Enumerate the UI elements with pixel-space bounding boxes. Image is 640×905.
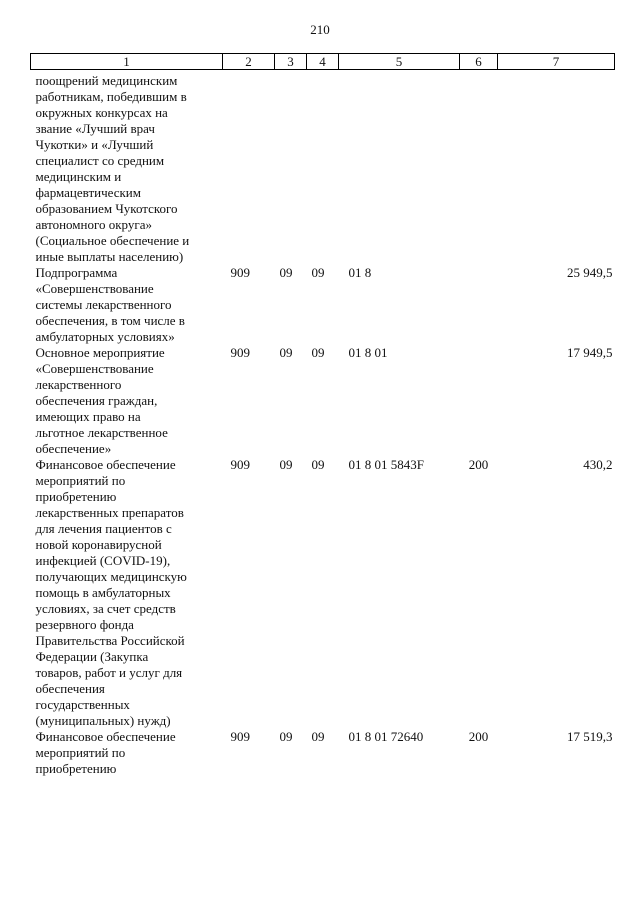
header-col-7: 7 [498,54,615,70]
header-row [31,54,615,70]
table-row [31,457,615,729]
row-expense-type: 200 [468,457,489,472]
table-header [31,54,615,70]
row-amount: 430,2 [583,457,613,472]
row-target-code [339,70,460,266]
row-subsection-code: 09 [311,729,325,744]
table-row [31,729,615,777]
table-row [31,70,615,266]
row-description: Финансовое обеспечение мероприятий по приобретению [35,729,176,776]
row-subsection-code: 09 [311,265,325,280]
row-amount: 25 949,5 [567,265,613,280]
row-ministry-code: 909 [230,457,250,472]
row-section-code: 09 [279,729,293,744]
table-body [31,70,615,778]
row-section-code: 09 [279,345,293,360]
row-expense-type [460,265,498,345]
row-amount: 17 949,5 [567,345,613,360]
row-target-code: 01 8 [348,265,372,280]
row-target-code: 01 8 01 [348,345,388,360]
row-description: Подпрограмма «Совершенствование системы лекарственного обеспечения, в том числе в амбулаторных условиях» [35,265,185,344]
row-subsection-code [307,70,339,266]
row-ministry-code: 909 [230,729,250,744]
header-col-1: 1 [31,54,223,70]
row-ministry-code: 909 [230,265,250,280]
row-subsection-code: 09 [311,345,325,360]
row-description: Финансовое обеспечение мероприятий по приобретению лекарственных препаратов для лечения пациентов с новой коронавирусной инфекцией (COVID-19), получающих медицинскую помощь в амбулаторных условиях, за счет средств резервного фонда Правительства Российской Федерации (Закупка товаров, работ и услуг для обеспечения государственных (муниципальных) нужд) [35,457,187,728]
row-subsection-code: 09 [311,457,325,472]
row-ministry-code: 909 [230,345,250,360]
row-section-code [275,70,307,266]
row-description: Основное мероприятие «Совершенствование лекарственного обеспечения граждан, имеющих право на льготное лекарственное обеспечение» [35,345,168,456]
table-row [31,345,615,457]
header-col-5: 5 [339,54,460,70]
row-target-code: 01 8 01 5843F [348,457,424,472]
row-target-code: 01 8 01 72640 [348,729,424,744]
row-expense-type: 200 [468,729,489,744]
row-section-code: 09 [279,457,293,472]
row-expense-type [460,345,498,457]
page-number: 210 [310,22,330,37]
row-expense-type [460,70,498,266]
header-col-3: 3 [275,54,307,70]
row-description: поощрений медицинским работникам, победившим в окружных конкурсах на звание «Лучший врач Чукотки» и «Лучший специалист со средним медицинским и фармацевтическим образованием Чукотского автономного округа» (Социальное обеспечение и иные выплаты населению) [35,73,190,264]
row-ministry-code [223,70,275,266]
row-amount [498,70,615,266]
header-col-2: 2 [223,54,275,70]
header-col-4: 4 [307,54,339,70]
table-row [31,265,615,345]
header-col-6: 6 [460,54,498,70]
row-amount: 17 519,3 [567,729,613,744]
row-section-code: 09 [279,265,293,280]
budget-table [30,53,615,777]
